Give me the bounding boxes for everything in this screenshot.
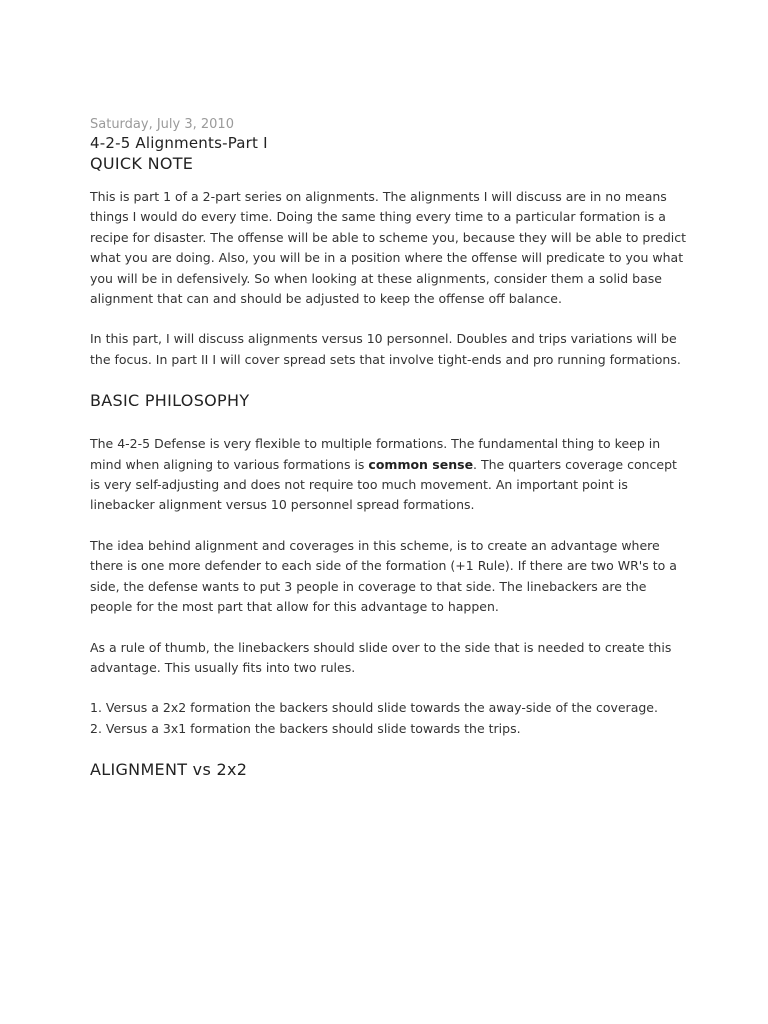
paragraph-quick-note-1: This is part 1 of a 2-part series on alignments. The alignments I will discuss are in no means things I would do every time. Doing the same thing every time to a particular formation is a recipe for disaster. The offense will be able to scheme you, because they will be able to predict what you are doing. Also, you will be in a position where the offense will predicate to you what you will be in defensively. So when looking at these alignments, consider them a solid base alignment that can and should be adjusted to keep the offense off balance.	[90, 189, 687, 307]
heading-quick-note: QUICK NOTE	[90, 154, 194, 173]
blog-post	[90, 116, 690, 781]
rule-1: 1. Versus a 2x2 formation the backers should slide towards the away-side of the coverage.	[90, 700, 658, 716]
heading-basic-philosophy: BASIC PHILOSOPHY	[90, 391, 250, 411]
rules-list	[90, 698, 690, 739]
paragraph-text: The 4-2-5 Defense is very flexible to multiple formations. The fundamental thing to keep in mind when aligning to various formations is	[90, 436, 661, 472]
post-title: 4-2-5 Alignments-Part I	[90, 134, 268, 152]
emphasis-common-sense: common sense	[368, 456, 474, 472]
paragraph-text: . The quarters coverage concept is very self-adjusting and does not require too much movement. An important point is linebacker alignment versus 10 personnel spread formations.	[90, 456, 677, 513]
paragraph-basic-philosophy-3: As a rule of thumb, the linebackers should slide over to the side that is needed to create this advantage. This usually fits into two rules.	[90, 639, 672, 675]
rule-2: 2. Versus a 3x1 formation the backers should slide towards the trips.	[90, 720, 521, 736]
heading-alignment-2x2: ALIGNMENT vs 2x2	[90, 760, 248, 780]
paragraph-basic-philosophy-2: The idea behind alignment and coverages in this scheme, is to create an advantage where there is one more defender to each side of the formation (+1 Rule). If there are two WR's to a side, the defense wants to put 3 people in coverage to that side. The linebackers are the people for the most part that allow for this advantage to happen.	[90, 537, 677, 615]
paragraph-quick-note-2: In this part, I will discuss alignments versus 10 personnel. Doubles and trips variations will be the focus. In part II I will cover spread sets that involve tight-ends and pro running formations.	[90, 331, 681, 367]
paragraph-basic-philosophy-1	[90, 434, 690, 516]
post-date: Saturday, July 3, 2010	[90, 117, 234, 132]
